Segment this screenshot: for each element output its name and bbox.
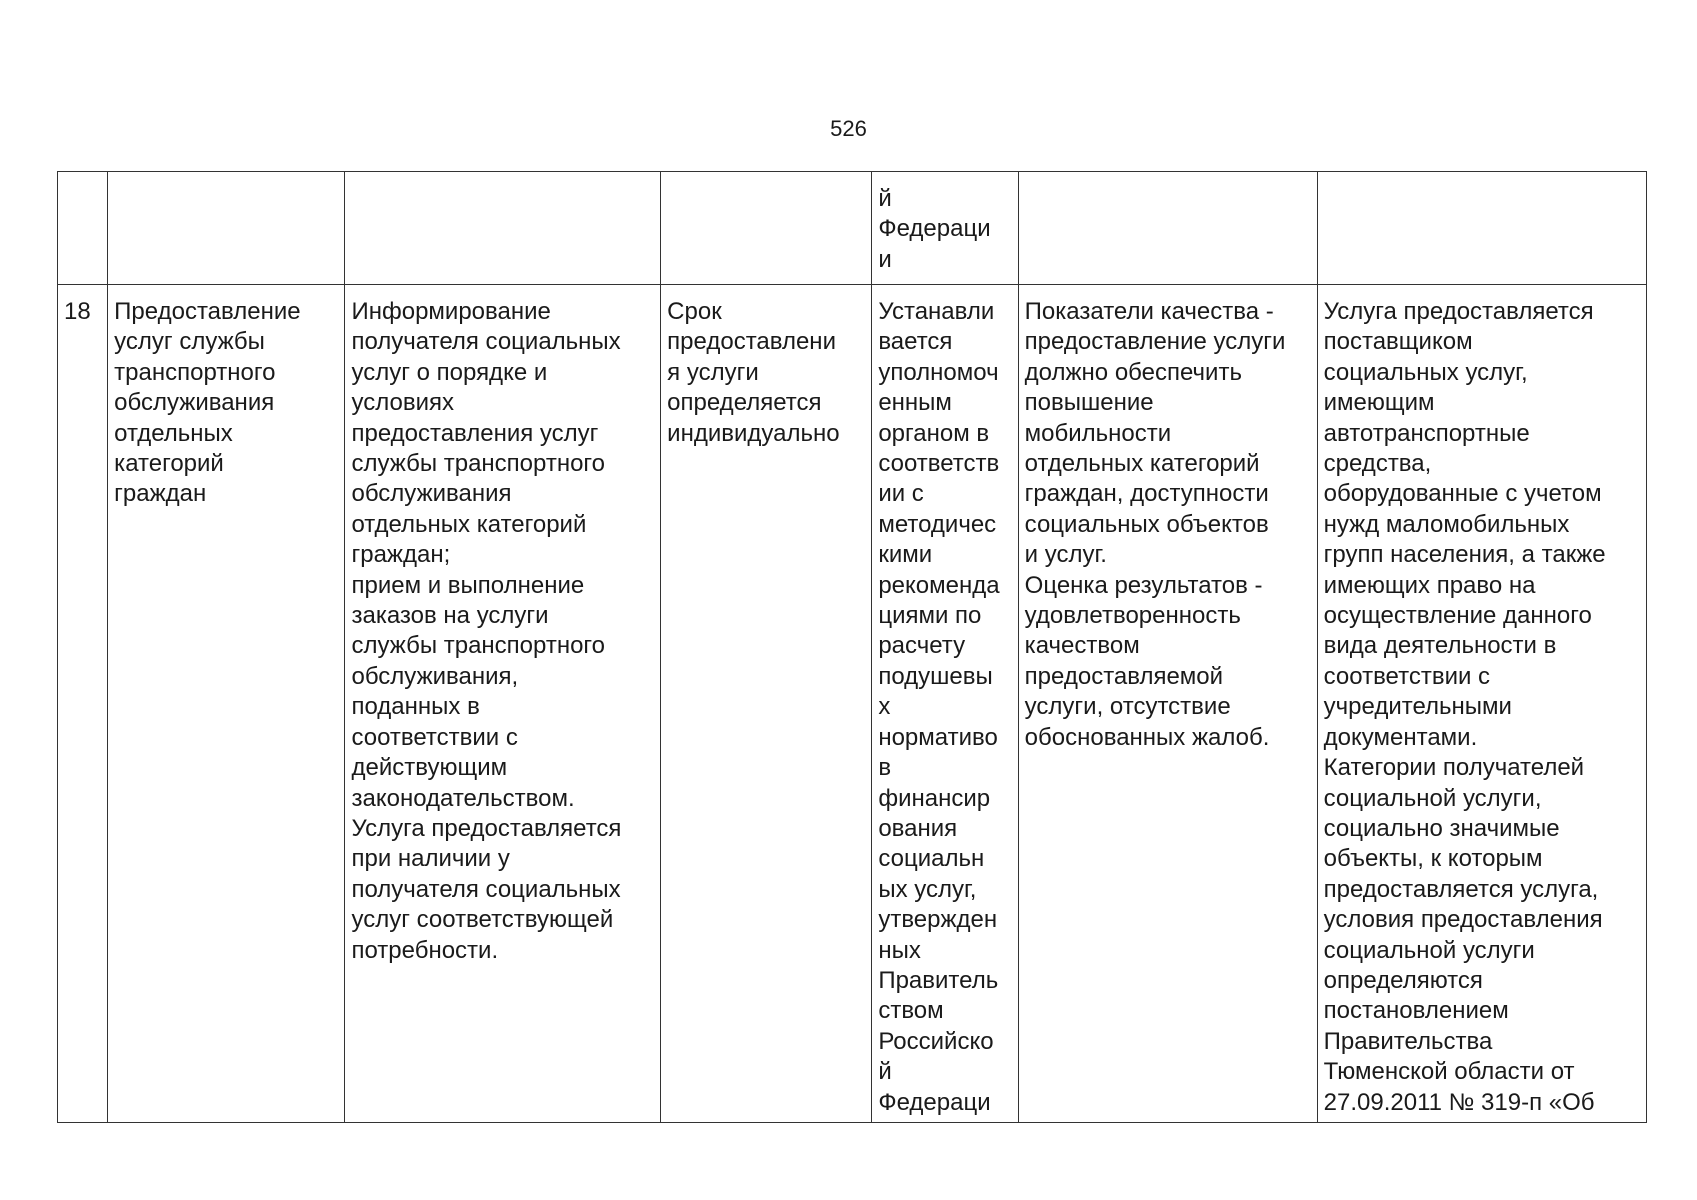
cell-text-line: условиях	[351, 389, 454, 417]
cell-text-line: объекты, к которым	[1323, 845, 1543, 873]
cell-text-line: подушевы	[878, 662, 993, 690]
cell-text-line: Услуга предоставляется	[351, 814, 622, 842]
cell-text-line: ии с	[878, 480, 924, 508]
cell-text-line: енным	[878, 389, 952, 417]
cell-text-line: качеством	[1024, 632, 1140, 660]
cell-text-line: отдельных	[114, 419, 233, 447]
cell-text-line: и услуг.	[1024, 541, 1107, 569]
cell-text-line: соответств	[878, 450, 1000, 478]
cell-text-line: соответствии с	[1323, 662, 1491, 690]
cell-text-line: в	[878, 754, 892, 782]
cell-text-line: условия предоставления	[1323, 906, 1603, 934]
cell-text-line: Показатели качества -	[1024, 298, 1274, 325]
cell-text-line: постановлением	[1323, 997, 1509, 1025]
cell-service-conditions	[1317, 172, 1646, 285]
cell-text-line: й	[878, 185, 892, 212]
cell-text-line: х	[878, 693, 891, 721]
cell-text-line: граждан, доступности	[1024, 480, 1269, 508]
cell-quality-indicators	[1018, 285, 1317, 1123]
cell-text-line: отдельных категорий	[351, 510, 587, 538]
cell-text-line: услуг о порядке и	[351, 358, 548, 386]
cell-text-line: предоставляется услуга,	[1323, 875, 1599, 903]
cell-text-line: Устанавли	[878, 298, 995, 325]
cell-text-line: службы транспортного	[351, 632, 606, 660]
cell-text-line: повышение	[1024, 389, 1154, 417]
cell-text-line: оборудованные с учетом	[1323, 480, 1602, 508]
cell-text-line: социальн	[878, 845, 985, 873]
cell-text-line: Категории получателей	[1323, 754, 1585, 782]
cell-text-line: предоставления услуг	[351, 419, 599, 447]
cell-quality-indicators	[1018, 172, 1317, 285]
cell-text-line: социальных объектов	[1024, 510, 1269, 538]
cell-text-line: Срок	[667, 298, 722, 325]
cell-text-line: Информирование	[351, 298, 551, 325]
table-row-18	[58, 285, 1647, 1123]
cell-text-line: утвержден	[878, 906, 998, 934]
cell-service-description	[345, 172, 661, 285]
cell-text-line: определяются	[1323, 966, 1483, 994]
cell-service-name	[108, 172, 345, 285]
cell-text-line: категорий	[114, 450, 224, 478]
cell-text-line: получателя социальных	[351, 328, 621, 356]
cell-text-line: предоставляемой	[1024, 662, 1224, 690]
cell-text-line: 18	[64, 298, 91, 325]
cell-text-line: документами.	[1323, 723, 1478, 751]
cell-number	[58, 285, 108, 1123]
page-number: 526	[830, 116, 867, 141]
cell-text-line: нужд маломобильных	[1323, 510, 1570, 538]
cell-text-line: обслуживания	[351, 480, 512, 508]
cell-text-line: заказов на услуги	[351, 602, 549, 630]
cell-text-line: отдельных категорий	[1024, 450, 1260, 478]
cell-text-line: обслуживания,	[351, 662, 519, 690]
cell-text-line: расчету	[878, 632, 966, 660]
cell-text-line: поставщиком	[1323, 328, 1473, 356]
cell-text-line: уполномоч	[878, 358, 999, 386]
cell-text-line: действующим	[351, 754, 508, 782]
cell-text-line: имеющим	[1323, 389, 1435, 417]
cell-text-line: финансир	[878, 784, 991, 812]
cell-text-line: потребности.	[351, 936, 499, 964]
cell-service-cost	[872, 285, 1018, 1123]
cell-text-line: предоставление услуги	[1024, 328, 1286, 356]
cell-text-line: Федераци	[878, 1088, 991, 1116]
cell-text-line: социальной услуги	[1323, 936, 1535, 964]
cell-text-line: соответствии с	[351, 723, 518, 751]
services-table	[57, 171, 1647, 1123]
cell-text-line: кими	[878, 541, 933, 569]
cell-text-line: я услуги	[667, 358, 759, 386]
cell-text-line: циями по	[878, 602, 982, 630]
cell-text-line: транспортного	[114, 358, 276, 386]
cell-text-line: граждан	[114, 480, 207, 508]
cell-text-line: индивидуально	[667, 419, 840, 447]
cell-text-line: при наличии у	[351, 845, 510, 873]
cell-text-line: рекоменда	[878, 571, 1000, 599]
cell-text-line: удовлетворенность	[1024, 602, 1241, 630]
cell-text-line: вается	[878, 328, 953, 356]
cell-text-line: нормативо	[878, 723, 998, 751]
cell-text-line: службы транспортного	[351, 450, 606, 478]
cell-text-line: Услуга предоставляется	[1323, 298, 1594, 325]
cell-text-line: Правительства	[1323, 1027, 1493, 1055]
cell-text-line: ых услуг,	[878, 875, 977, 903]
cell-text-line: методичес	[878, 510, 997, 538]
cell-text-line: услуг соответствующей	[351, 906, 614, 934]
cell-text-line: Правитель	[878, 966, 999, 994]
cell-text-line: мобильности	[1024, 419, 1172, 447]
cell-text-line: обслуживания	[114, 389, 275, 417]
cell-text-line: прием и выполнение	[351, 571, 585, 599]
cell-text-line: законодательством.	[351, 784, 575, 812]
cell-text-line: средства,	[1323, 450, 1432, 478]
cell-text-line: и	[878, 245, 892, 273]
cell-text-line: Предоставление	[114, 298, 301, 325]
cell-text-line: получателя социальных	[351, 875, 621, 903]
cell-text-line: 27.09.2011 № 319-п «Об	[1323, 1088, 1595, 1116]
cell-text-line: осуществление данного	[1323, 602, 1592, 630]
cell-text-line: социально значимые	[1323, 814, 1560, 842]
cell-text-line: й	[878, 1058, 892, 1086]
table-row-continued	[58, 172, 1647, 285]
cell-text-line: органом в	[878, 419, 990, 447]
cell-text-line: ных	[878, 936, 921, 964]
cell-text-line: автотранспортные	[1323, 419, 1530, 447]
cell-text-line: имеющих право на	[1323, 571, 1536, 599]
cell-text-line: ования	[878, 814, 958, 842]
cell-text-line: Федераци	[878, 215, 991, 243]
cell-service-term	[661, 285, 872, 1123]
cell-text-line: определяется	[667, 389, 822, 417]
cell-text-line: услуги, отсутствие	[1024, 693, 1231, 721]
cell-text-line: Оценка результатов -	[1024, 571, 1263, 599]
cell-text-line: граждан;	[351, 541, 451, 569]
cell-text-line: социальных услуг,	[1323, 358, 1528, 386]
cell-service-description	[345, 285, 661, 1123]
cell-text-line: поданных в	[351, 693, 480, 721]
cell-service-name	[108, 285, 345, 1123]
cell-text-line: Тюменской области от	[1323, 1058, 1575, 1086]
cell-text-line: Российско	[878, 1027, 994, 1055]
cell-text-line: обоснованных жалоб.	[1024, 723, 1270, 751]
cell-text-line: вида деятельности в	[1323, 632, 1557, 660]
cell-text-line: должно обеспечить	[1024, 358, 1242, 386]
cell-text-line: ством	[878, 997, 944, 1025]
cell-service-cost	[872, 172, 1018, 285]
cell-service-term	[661, 172, 872, 285]
cell-text-line: учредительными	[1323, 693, 1512, 721]
cell-text-line: услуг службы	[114, 328, 265, 356]
cell-text-line: групп населения, а также	[1323, 541, 1606, 569]
cell-text-line: предоставлени	[667, 328, 836, 356]
cell-service-conditions	[1317, 285, 1646, 1123]
cell-number	[58, 172, 108, 285]
cell-text-line: социальной услуги,	[1323, 784, 1542, 812]
